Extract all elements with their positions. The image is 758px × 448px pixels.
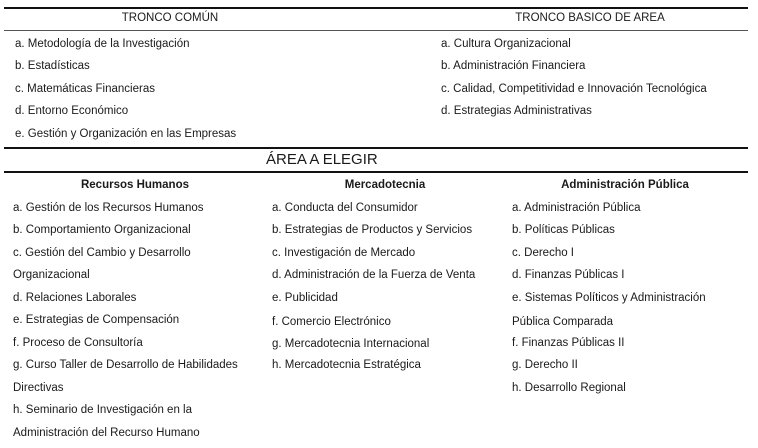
list-item: a. Administración Pública: [512, 202, 641, 214]
column-header-recursos-humanos: Recursos Humanos: [80, 179, 189, 191]
list-item: g. Mercadotecnia Internacional: [272, 338, 430, 350]
tronco-comun-title: TRONCO COMÚN: [121, 12, 219, 24]
column-header-mercadotecnia: Mercadotecnia: [344, 179, 426, 191]
list-item: d. Entorno Económico: [15, 105, 129, 117]
list-item: Organizacional: [13, 269, 90, 281]
area-elegir-title: ÁREA A ELEGIR: [266, 151, 378, 168]
list-item: Directivas: [13, 382, 64, 394]
list-item: Pública Comparada: [512, 316, 614, 328]
list-item: h. Seminario de Investigación en la: [13, 404, 192, 416]
list-item: c. Gestión del Cambio y Desarrollo: [13, 247, 191, 259]
list-item: e. Gestión y Organización en las Empresas: [15, 128, 237, 140]
list-item: e. Sistemas Políticos y Administración: [512, 292, 706, 304]
list-item: b. Administración Financiera: [441, 60, 586, 72]
list-item: b. Comportamiento Organizacional: [13, 224, 191, 236]
list-item: d. Finanzas Públicas I: [512, 269, 625, 281]
list-item: h. Desarrollo Regional: [512, 382, 626, 394]
list-item: b. Políticas Públicas: [512, 224, 615, 236]
list-item: a. Gestión de los Recursos Humanos: [13, 202, 204, 214]
list-item: f. Proceso de Consultoría: [13, 337, 143, 349]
list-item: Administración del Recurso Humano: [13, 427, 200, 439]
list-item: a. Metodología de la Investigación: [15, 38, 190, 50]
list-item: c. Derecho I: [512, 247, 574, 259]
list-item: b. Estrategias de Productos y Servicios: [272, 224, 473, 236]
tronco-comun-title-rule: [4, 30, 748, 31]
list-item: c. Matemáticas Financieras: [15, 83, 155, 95]
list-item: d. Relaciones Laborales: [13, 292, 137, 304]
list-item: d. Estrategias Administrativas: [441, 105, 592, 117]
list-item: g. Curso Taller de Desarrollo de Habilidades: [13, 359, 238, 371]
list-item: d. Administración de la Fuerza de Venta: [272, 269, 476, 281]
column-header-administracion-publica: Administración Pública: [561, 179, 689, 191]
list-item: a. Cultura Organizacional: [441, 38, 571, 50]
list-item: b. Estadísticas: [15, 60, 90, 72]
list-item: f. Finanzas Públicas II: [512, 337, 625, 349]
list-item: a. Conducta del Consumidor: [272, 202, 418, 214]
list-item: e. Estrategias de Compensación: [13, 314, 180, 326]
top-rule: [4, 7, 748, 9]
list-item: f. Comercio Electrónico: [272, 316, 391, 328]
list-item: g. Derecho II: [512, 359, 578, 371]
area-elegir-rule: [4, 171, 748, 173]
list-item: e. Publicidad: [272, 292, 338, 304]
tronco-basico-title: TRONCO BASICO DE AREA: [515, 12, 665, 24]
list-item: c. Calidad, Competitividad e Innovación Tecnológica: [441, 83, 707, 95]
list-item: h. Mercadotecnia Estratégica: [272, 359, 421, 371]
section-divider: [4, 147, 748, 149]
list-item: c. Investigación de Mercado: [272, 247, 416, 259]
